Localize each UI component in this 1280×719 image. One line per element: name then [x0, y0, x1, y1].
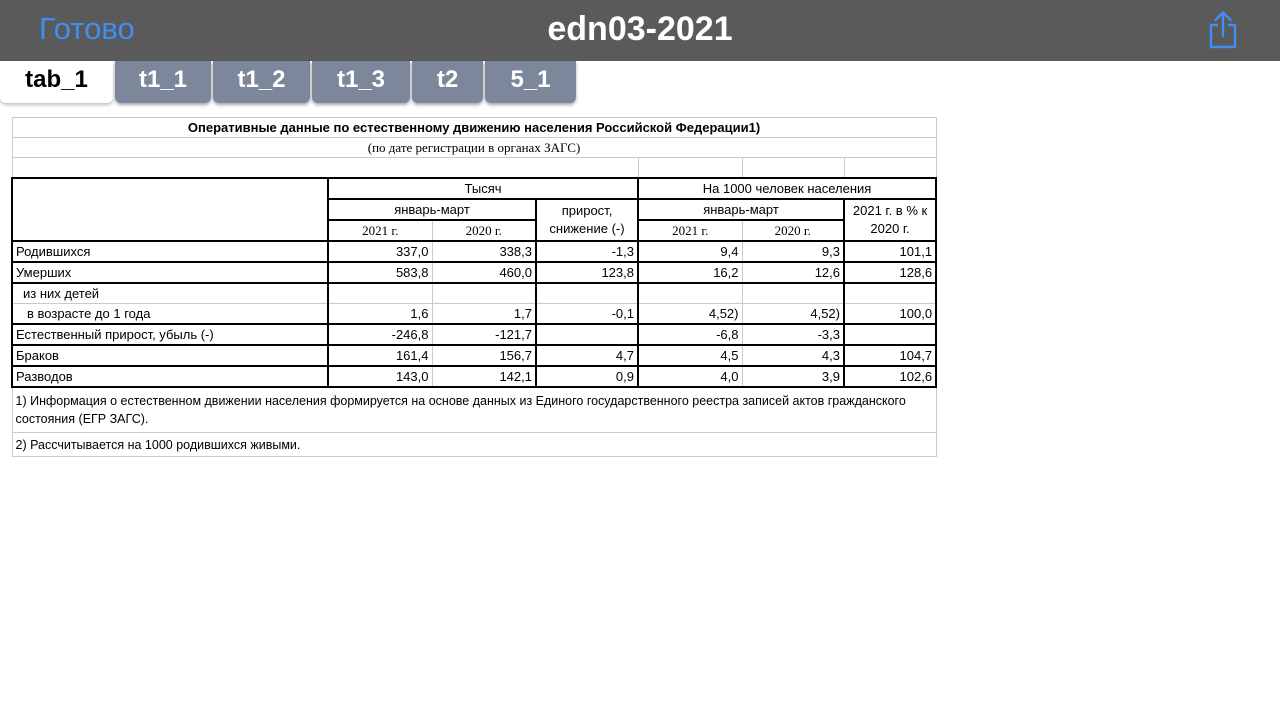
table-row: [12, 324, 936, 345]
cell: 337,0: [328, 241, 432, 262]
header-percent: [844, 199, 936, 241]
cell: 4,52): [742, 304, 844, 325]
cell: 156,7: [432, 345, 536, 366]
cell: 4,52): [638, 304, 742, 325]
tab-t1-1[interactable]: t1_1: [115, 61, 211, 103]
cell: 4,0: [638, 366, 742, 387]
header-year-2020: 2020 г.: [432, 220, 536, 241]
row-label: Браков: [12, 345, 328, 366]
header-jan-mar-2: январь-март: [638, 199, 844, 220]
header-percent-line2: 2020 г.: [870, 221, 910, 236]
cell: 100,0: [844, 304, 936, 325]
footnote-2: 2) Рассчитывается на 1000 родившихся живыми.: [12, 433, 936, 457]
cell: -1,3: [536, 241, 638, 262]
table-row: [12, 345, 936, 366]
header-growth-line2: снижение (-): [549, 221, 625, 236]
cell: 128,6: [844, 262, 936, 283]
cell: 338,3: [432, 241, 536, 262]
cell: 102,6: [844, 366, 936, 387]
cell: [432, 283, 536, 304]
empty-cell: [844, 158, 936, 179]
cell: 9,3: [742, 241, 844, 262]
cell: 161,4: [328, 345, 432, 366]
table-row: [12, 262, 936, 283]
cell: 143,0: [328, 366, 432, 387]
row-label: Умерших: [12, 262, 328, 283]
empty-cell: [742, 158, 844, 179]
header-jan-mar: январь-март: [328, 199, 536, 220]
table-row: [12, 366, 936, 387]
cell: 3,9: [742, 366, 844, 387]
empty-cell: [638, 158, 742, 179]
cell: -121,7: [432, 324, 536, 345]
cell: 12,6: [742, 262, 844, 283]
header-per-1000: На 1000 человек населения: [638, 178, 936, 199]
footnote-1: 1) Информация о естественном движении населения формируется на основе данных из Единого государственного реестра записей актов гражданского состояния (ЕГР ЗАГС).: [12, 387, 936, 433]
row-label: в возрасте до 1 года: [12, 304, 328, 325]
data-table: [11, 117, 937, 457]
top-bar: [0, 0, 1280, 61]
cell: [638, 283, 742, 304]
header-growth: [536, 199, 638, 241]
row-label: Разводов: [12, 366, 328, 387]
tab-tab-1[interactable]: tab_1: [0, 61, 113, 103]
cell: 104,7: [844, 345, 936, 366]
cell: 1,6: [328, 304, 432, 325]
header-thousands: Тысяч: [328, 178, 638, 199]
cell: 142,1: [432, 366, 536, 387]
cell: [328, 283, 432, 304]
row-label: из них детей: [12, 283, 328, 304]
done-button[interactable]: Готово: [39, 11, 135, 46]
table-row: [12, 241, 936, 262]
cell: 0,9: [536, 366, 638, 387]
cell: 4,3: [742, 345, 844, 366]
row-label: Естественный прирост, убыль (-): [12, 324, 328, 345]
cell: 16,2: [638, 262, 742, 283]
cell: 1,7: [432, 304, 536, 325]
empty-cell: [12, 158, 638, 179]
header-year-2020b: 2020 г.: [742, 220, 844, 241]
cell: 9,4: [638, 241, 742, 262]
table-row: [12, 304, 936, 325]
table-row: [12, 283, 936, 304]
cell: -246,8: [328, 324, 432, 345]
tab-t1-3[interactable]: t1_3: [312, 61, 410, 103]
cell: 123,8: [536, 262, 638, 283]
cell: [844, 324, 936, 345]
table-title: Оперативные данные по естественному движению населения Российской Федерации1): [12, 118, 936, 138]
cell: -6,8: [638, 324, 742, 345]
cell: -3,3: [742, 324, 844, 345]
cell: 101,1: [844, 241, 936, 262]
header-year-2021b: 2021 г.: [638, 220, 742, 241]
tab-t2[interactable]: t2: [412, 61, 483, 103]
cell: 583,8: [328, 262, 432, 283]
share-icon[interactable]: [1206, 10, 1240, 50]
document-title: edn03-2021: [547, 10, 733, 48]
tab-5-1[interactable]: 5_1: [485, 61, 576, 103]
row-label: Родившихся: [12, 241, 328, 262]
header-growth-line1: прирост,: [561, 203, 613, 218]
cell: 460,0: [432, 262, 536, 283]
cell: -0,1: [536, 304, 638, 325]
cell: [536, 283, 638, 304]
tab-t1-2[interactable]: t1_2: [213, 61, 310, 103]
table-subtitle: (по дате регистрации в органах ЗАГС): [12, 138, 936, 158]
cell: 4,5: [638, 345, 742, 366]
cell: [844, 283, 936, 304]
cell: [536, 324, 638, 345]
header-percent-line1: 2021 г. в % к: [852, 203, 928, 218]
sheet-tabs: [0, 61, 1280, 104]
header-year-2021: 2021 г.: [328, 220, 432, 241]
cell: 4,7: [536, 345, 638, 366]
cell: [742, 283, 844, 304]
header-blank: [12, 178, 328, 241]
